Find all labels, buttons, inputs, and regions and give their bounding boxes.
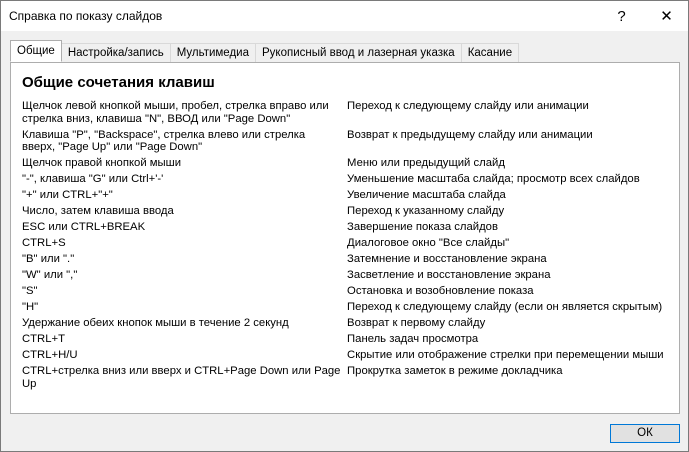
shortcut-row xyxy=(22,269,672,282)
shortcut-keys: "+" или CTRL+"+" xyxy=(22,189,113,201)
shortcut-keys: CTRL+стрелка вниз или вверх и CTRL+Page Down или Page Up xyxy=(22,365,341,390)
shortcut-list xyxy=(22,100,672,394)
tab-media[interactable]: Мультимедиа xyxy=(170,43,256,62)
shortcut-row xyxy=(22,253,672,266)
shortcut-description: Переход к указанному слайду xyxy=(347,205,505,217)
tab-setup-recording[interactable]: Настройка/запись xyxy=(61,43,171,62)
section-heading: Общие сочетания клавиш xyxy=(22,74,215,91)
shortcut-description: Засветление и восстановление экрана xyxy=(347,269,551,281)
shortcut-row xyxy=(22,100,672,125)
shortcut-keys: ESC или CTRL+BREAK xyxy=(22,221,146,233)
tab-strip xyxy=(10,41,680,62)
tab-general[interactable]: Общие xyxy=(10,40,62,62)
shortcut-row xyxy=(22,237,672,250)
shortcut-keys: CTRL+H/U xyxy=(22,349,78,361)
close-icon[interactable]: ✕ xyxy=(660,8,673,25)
shortcut-row xyxy=(22,129,672,154)
shortcut-keys: "-", клавиша "G" или Ctrl+'-' xyxy=(22,173,164,185)
shortcut-row xyxy=(22,317,672,330)
shortcut-description: Возврат к первому слайду xyxy=(347,317,486,329)
shortcut-row xyxy=(22,349,672,362)
shortcut-keys: Удержание обеих кнопок мыши в течение 2 секунд xyxy=(22,317,289,329)
shortcut-row xyxy=(22,205,672,218)
ok-button[interactable] xyxy=(610,424,680,443)
shortcut-keys: "W" или "," xyxy=(22,269,78,281)
shortcut-row xyxy=(22,189,672,202)
shortcut-description: Переход к следующему слайду или анимации xyxy=(347,100,589,112)
shortcut-keys: Щелчок левой кнопкой мыши, пробел, стрелка вправо или стрелка вниз, клавиша "N", ВВОД или "Page Down" xyxy=(22,100,329,125)
shortcut-description: Уменьшение масштаба слайда; просмотр всех слайдов xyxy=(347,173,640,185)
shortcut-description: Прокрутка заметок в режиме докладчика xyxy=(347,365,563,377)
shortcut-description: Диалоговое окно "Все слайды" xyxy=(347,237,510,249)
shortcut-description: Затемнение и восстановление экрана xyxy=(347,253,547,265)
shortcut-row xyxy=(22,157,672,170)
title-bar xyxy=(1,1,688,31)
shortcut-description: Панель задач просмотра xyxy=(347,333,479,345)
shortcut-description: Меню или предыдущий слайд xyxy=(347,157,505,169)
window-title: Справка по показу слайдов xyxy=(9,9,163,23)
shortcut-keys: Число, затем клавиша ввода xyxy=(22,205,174,217)
shortcut-row xyxy=(22,301,672,314)
shortcut-description: Завершение показа слайдов xyxy=(347,221,498,233)
shortcut-row xyxy=(22,285,672,298)
tab-touch[interactable]: Касание xyxy=(461,43,519,62)
shortcut-keys: "H" xyxy=(22,301,39,313)
tab-panel-general xyxy=(10,62,680,414)
shortcut-row xyxy=(22,365,672,390)
tab-ink-laser-pointer[interactable]: Рукописный ввод и лазерная указка xyxy=(255,43,462,62)
shortcut-row xyxy=(22,333,672,346)
ok-button-label: ОК xyxy=(637,427,653,439)
shortcut-description: Возврат к предыдущему слайду или анимации xyxy=(347,128,593,141)
shortcut-keys: "S" xyxy=(22,285,38,297)
help-button[interactable]: ? xyxy=(617,7,626,25)
shortcut-keys: Клавиша "P", "Backspace", стрелка влево или стрелка вверх, "Page Up" или "Page Down" xyxy=(22,128,306,153)
shortcut-description: Увеличение масштаба слайда xyxy=(347,189,506,201)
shortcut-description: Скрытие или отображение стрелки при перемещении мыши xyxy=(347,349,664,361)
shortcut-description: Переход к следующему слайду (если он является скрытым) xyxy=(347,301,663,313)
shortcut-keys: CTRL+S xyxy=(22,237,66,249)
shortcut-keys: CTRL+T xyxy=(22,333,65,345)
shortcut-keys: Щелчок правой кнопкой мыши xyxy=(22,157,182,169)
shortcut-row xyxy=(22,221,672,234)
shortcut-keys: "B" или "." xyxy=(22,253,75,265)
shortcut-description: Остановка и возобновление показа xyxy=(347,285,534,297)
shortcut-row xyxy=(22,173,672,186)
